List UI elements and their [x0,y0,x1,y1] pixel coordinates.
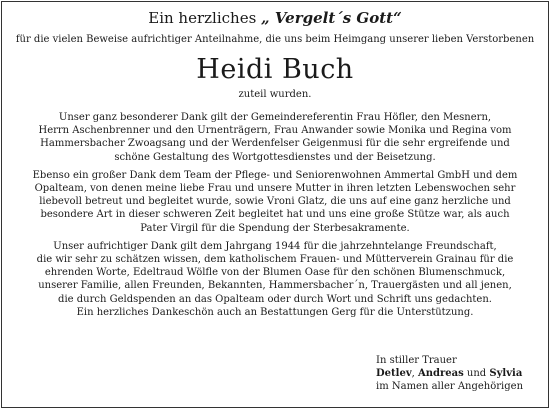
signer-separator: und [463,368,490,380]
deceased-name: Heidi Buch [196,54,354,85]
paragraph-line: liebevoll betreut und begleitet wurde, sowie Vroni Glatz, die uns auf eine ganz herzliche und [39,196,511,208]
signer-name: Detlev [376,368,412,380]
paragraph-line: die wir sehr zu schätzen wissen, dem katholischem Frauen- und Mütterverein Grainau für die [36,254,514,266]
thank-you-notice [1,1,549,408]
paragraph-line: Unser aufrichtiger Dank gilt dem Jahrgang 1944 für die jahrzehntelange Freundschaft, [53,240,497,252]
signature-block [376,354,523,394]
paragraph-line: schöne Gestaltung des Wortgottesdienstes und der Beisetzung. [114,151,436,163]
signature-line-1: In stiller Trauer [376,355,457,366]
paragraph-line: Ein herzliches Dankeschön auch an Bestattungen Gerg für die Unterstützung. [76,306,474,318]
signer-name: Andreas [417,368,464,380]
headline-prefix: Ein herzliches [148,9,262,27]
paragraph-3 [2,240,548,319]
signature-line-3: im Namen aller Angehörigen [376,381,524,393]
intro-text: für die vielen Beweise aufrichtiger Anteilnahme, die uns beim Heimgang unserer lieben Verstorbenen [15,34,535,45]
paragraph-line: Hammersbacher Zwoagsang und der Werdenfelser Geigenmusi für die sehr ergreifende und [40,138,510,150]
paragraph-line: Ebenso ein großer Dank dem Team der Pflege- und Seniorenwohnen Ammertal GmbH und dem [32,169,518,181]
signature-names [376,367,523,380]
signer-separator: , [411,368,418,380]
paragraph-line: unserer Familie, allen Freunden, Bekannten, Hammersbacher´n, Trauergästen und all jenen, [38,280,512,292]
paragraph-line: Herrn Aschenbrenner und den Urnenträgern, Frau Anwander sowie Monika und Regina vom [38,125,512,137]
paragraph-line: besondere Art in dieser schweren Zeit begleitet hat und uns eine große Stütze war, als auch [40,209,510,221]
paragraph-2 [2,169,548,235]
paragraph-line: ehrenden Worte, Edeltraud Wölfle von der Blumen Oase für den schönen Blumenschmuck, [44,267,506,279]
signer-name: Sylvia [489,368,523,380]
headline-emphasis: „ Vergelt´s Gott“ [261,9,402,27]
paragraph-line: Pater Virgil für die Spendung der Sterbesakramente. [140,222,410,234]
paragraph-line: Unser ganz besonderer Dank gilt der Gemeindereferentin Frau Höfler, den Mesnern, [58,112,492,123]
paragraph-line: Opalteam, von denen meine liebe Frau und unsere Mutter in ihren letzten Lebenswochen sehr [34,183,516,195]
headline [2,8,548,28]
paragraph-1 [2,111,548,164]
zuteil-text: zuteil wurden. [238,89,312,100]
paragraph-line: die durch Geldspenden an das Opalteam oder durch Wort und Schrift uns gedachten. [58,293,492,305]
